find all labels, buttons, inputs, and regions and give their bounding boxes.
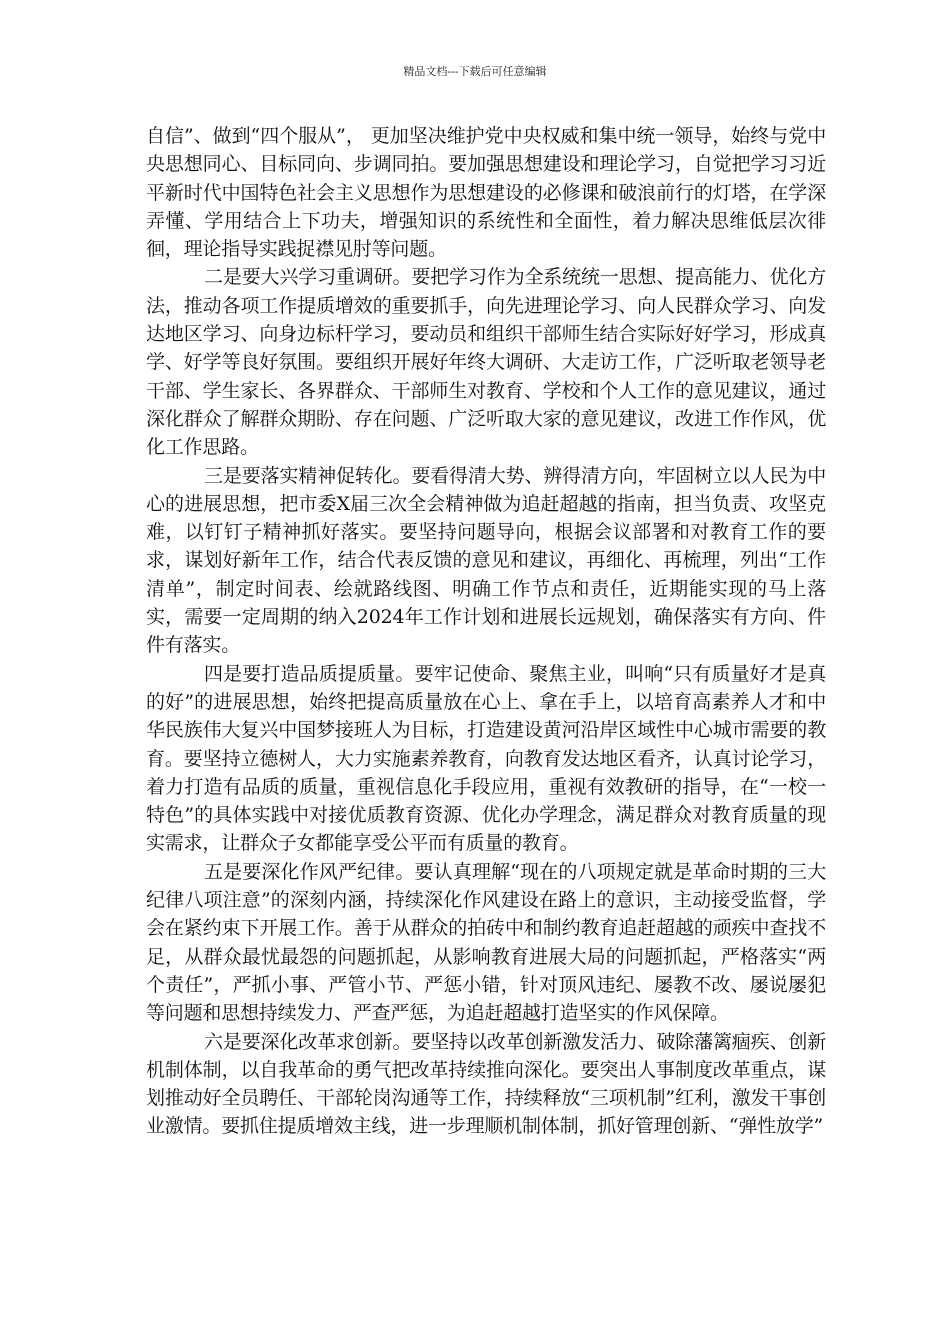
paragraph-work-style: 五是要深化作风严纪律。要认真理解“现在的八项规定就是革命时期的三大纪律八项注意”的深刻内涵，持续深化作风建设在路上的意识，主动接受监督，学会在紧约束下开展工作。善于从群众的拍砖中和制约教育追赶超越的顽疾中查找不足，从群众最忧最怨的问题抓起，从影响教育进展大局的问题抓起，严格落实“两个责任”，严抓小事、严管小节、严惩小错，针对顶风违纪、屡教不改、屡说屡犯等问题和思想持续发力、严查严惩，为追赶超越打造坚实的作风保障。 — [146, 860, 826, 1025]
page-header: 精品文档---下载后可任意编辑 — [403, 65, 547, 78]
document-body — [146, 122, 826, 1141]
paragraph-implement-spirit: 三是要落实精神促转化。要看得清大势、辨得清方向，牢固树立以人民为中心的进展思想，把市委X届三次全会精神做为追赶超越的指南，担当负责、攻坚克难，以钉钉子精神抓好落实。要坚持问题导向，根据会议部署和对教育工作的要求，谋划好新年工作，结合代表反馈的意见和建议，再细化、再梳理，列出“工作清单”，制定时间表、绘就路线图、明确工作节点和责任，近期能实现的马上落实，需要一定周期的纳入2024年工作计划和进展长远规划，确保落实有方向、件件有落实。 — [146, 464, 826, 657]
paragraph-continuation: 自信”、做到“四个服从”， 更加坚决维护党中央权威和集中统一领导，始终与党中央思想同心、目标同向、步调同拍。要加强思想建设和理论学习，自觉把学习习近平新时代中国特色社会主义思想作为思想建设的必修课和破浪前行的灯塔，在学深弄懂、学用结合上下功夫，增强知识的系统性和全面性，着力解决思维低层次徘徊，理论指导实践捉襟见肘等问题。 — [146, 125, 826, 261]
paragraph-reform: 六是要深化改革求创新。要坚持以改革创新激发活力、破除藩篱痼疾、创新机制体制，以自我革命的勇气把改革持续推向深化。要突出人事制度改革重点，谋划推动好全员聘任、干部轮岗沟通等工作，持续释放“三项机制”红利，激发干事创业激情。要抓住提质增效主线，进一步理顺机制体制，抓好管理创新、“弹性放学” — [146, 1030, 826, 1138]
paragraph-quality: 四是要打造品质提质量。要牢记使命、聚焦主业，叫响“只有质量好才是真的好”的进展思想，始终把提高质量放在心上、拿在手上，以培育高素养人才和中华民族伟大复兴中国梦接班人为目标，打造建设黄河沿岸区域性中心城市需要的教育。要坚持立德树人，大力实施素养教育，向教育发达地区看齐，认真讨论学习，着力打造有品质的质量，重视信息化手段应用，重视有效教研的指导，在“一校一特色”的具体实践中对接优质教育资源、优化办学理念，满足群众对教育质量的现实需求，让群众子女都能享受公平而有质量的教育。 — [146, 662, 826, 855]
paragraph-study-research: 二是要大兴学习重调研。要把学习作为全系统统一思想、提高能力、优化方法，推动各项工作提质增效的重要抓手，向先进理论学习、向人民群众学习、向发达地区学习、向身边标杆学习，要动员和组织干部师生结合实际好好学习，形成真学、好学等良好氛围。要组织开展好年终大调研、大走访工作，广泛听取老领导老干部、学生家长、各界群众、干部师生对教育、学校和个人工作的意见建议，通过深化群众了解群众期盼、存在问题、广泛听取大家的意见建议，改进工作作风，优化工作思路。 — [146, 266, 826, 459]
